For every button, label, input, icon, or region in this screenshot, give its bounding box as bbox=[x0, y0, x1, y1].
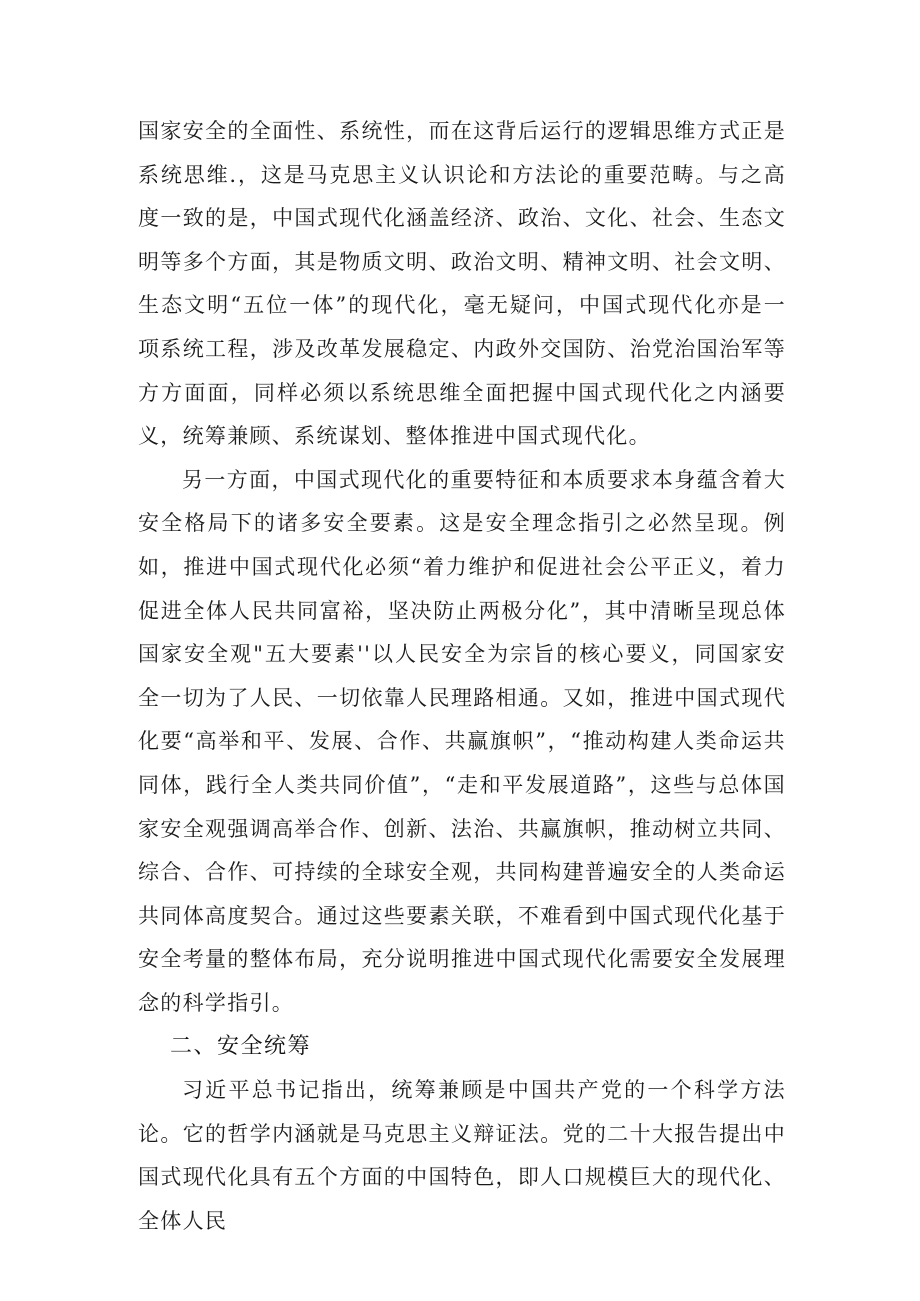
paragraph-overall-planning: 习近平总书记指出，统筹兼顾是中国共产党的一个科学方法论。它的哲学内涵就是马克思主义辩证法。党的二十大报告提出中国式现代化具有五个方面的中国特色，即人口规模巨大的现代化、全体人民 bbox=[138, 1078, 786, 1233]
paragraph-system-thinking: 国家安全的全面性、系统性，而在这背后运行的逻辑思维方式正是系统思维.，这是马克思主义认识论和方法论的重要范畴。与之高度一致的是，中国式现代化涵盖经济、政治、文化、社会、生态文明等多个方面，其是物质文明、政治文明、精神文明、社会文明、生态文明“五位一体”的现代化，毫无疑问，中国式现代化亦是一项系统工程，涉及改革发展稳定、内政外交国防、治党治国治军等方方面面，同样必须以系统思维全面把握中国式现代化之内涵要义，统筹兼顾、系统谋划、整体推进中国式现代化。 bbox=[138, 119, 786, 449]
paragraph-security-elements: 另一方面，中国式现代化的重要特征和本质要求本身蕴含着大安全格局下的诸多安全要素。这是安全理念指引之必然呈现。例如，推进中国式现代化必须“着力维护和促进社会公平正义，着力促进全体人民共同富裕，坚决防止两极分化”，其中清晰呈现总体国家安全观"五大要素''以人民安全为宗旨的核心要义，同国家安全一切为了人民、一切依靠人民理路相通。又如，推进中国式现代化要“高举和平、发展、合作、共赢旗帜”，“推动构建人类命运共同体，践行全人类共同价值”，“走和平发展道路”，这些与总体国家安全观强调高举合作、创新、法治、共赢旗帜，推动树立共同、综合、合作、可持续的全球安全观，共同构建普遍安全的人类命运共同体高度契合。通过这些要素关联，不难看到中国式现代化基于安全考量的整体布局，充分说明推进中国式现代化需要安全发展理念的科学指引。 bbox=[138, 467, 786, 1015]
document-body bbox=[138, 110, 786, 1243]
section-heading: 二、安全统筹 bbox=[170, 1034, 312, 1060]
